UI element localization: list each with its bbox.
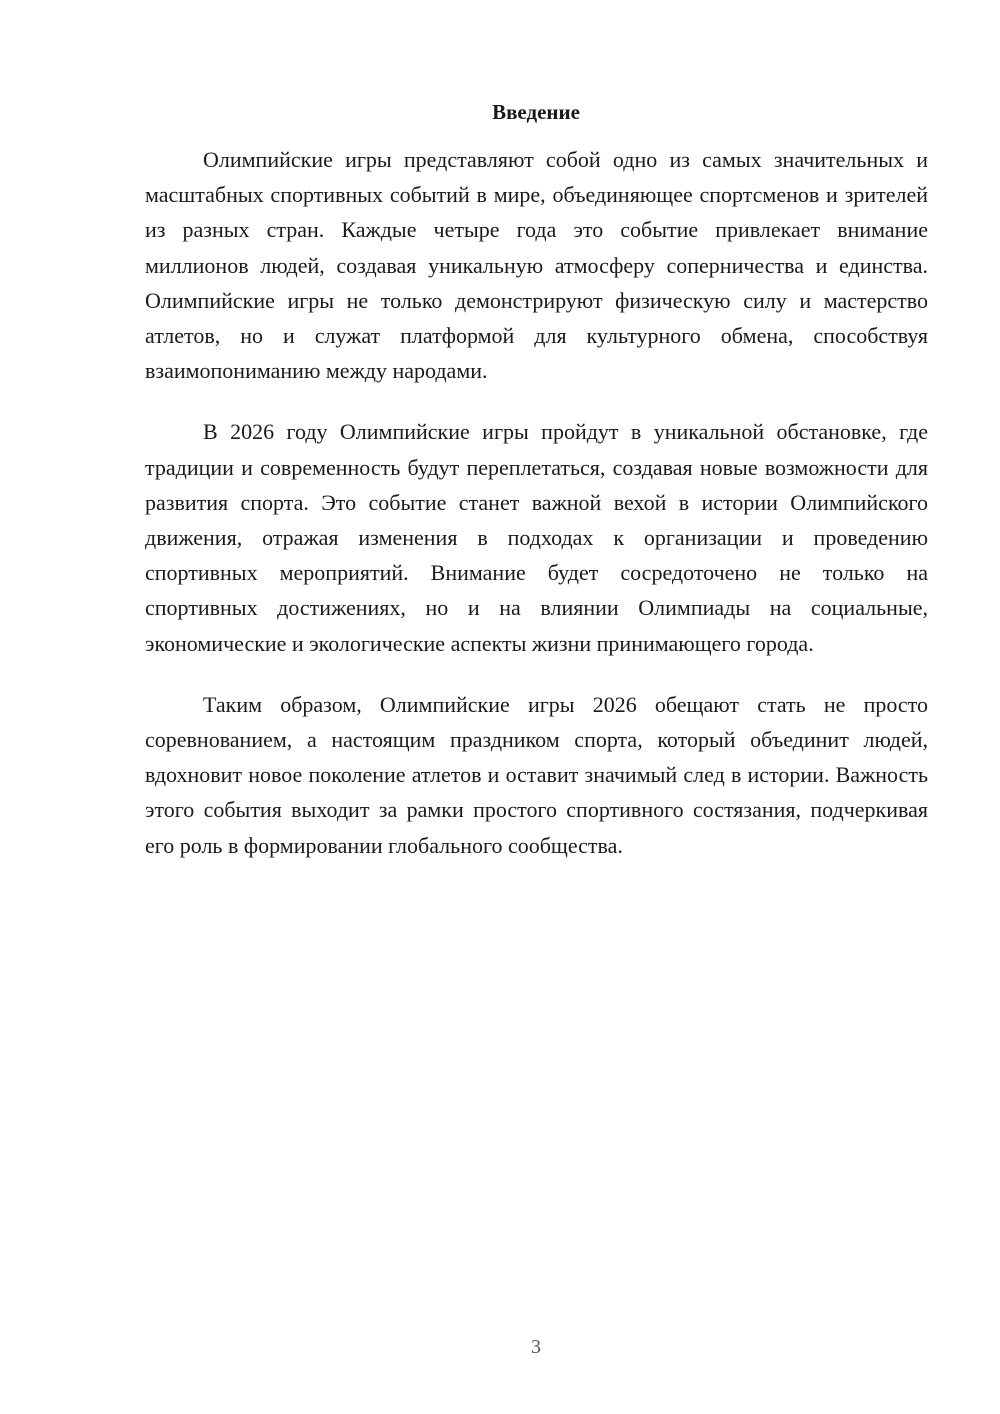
- body-text: [145, 142, 928, 863]
- paragraph-3: Таким образом, Олимпийские игры 2026 обещают стать не просто соревнованием, а настоящим праздником спорта, который объединит людей, вдохновит новое поколение атлетов и оставит значимый след в истории. Важность этого события выходит за рамки простого спортивного состязания, подчеркивая его роль в формировании глобального сообщества.: [145, 691, 928, 858]
- paragraph-1: Олимпийские игры представляют собой одно из самых значительных и масштабных спортивных событий в мире, объединяющее спортсменов и зрителей из разных стран. Каждые четыре года это событие привлекает внимание миллионов людей, создавая уникальную атмосферу соперничества и единства. Олимпийские игры не только демонстрируют физическую силу и мастерство атлетов, но и служат платформой для культурного обмена, способствуя взаимопониманию между народами.: [145, 147, 928, 384]
- paragraph-2: В 2026 году Олимпийские игры пройдут в уникальной обстановке, где традиции и современность будут переплетаться, создавая новые возможности для развития спорта. Это событие станет важной вехой в истории Олимпийского движения, отражая изменения в подходах к организации и проведению спортивных мероприятий. Внимание будет сосредоточено не только на спортивных достижениях, но и на влиянии Олимпиады на социальные, экономические и экологические аспекты жизни принимающего города.: [145, 419, 928, 656]
- section-heading: Введение: [492, 100, 580, 124]
- page-number: 3: [531, 1336, 541, 1358]
